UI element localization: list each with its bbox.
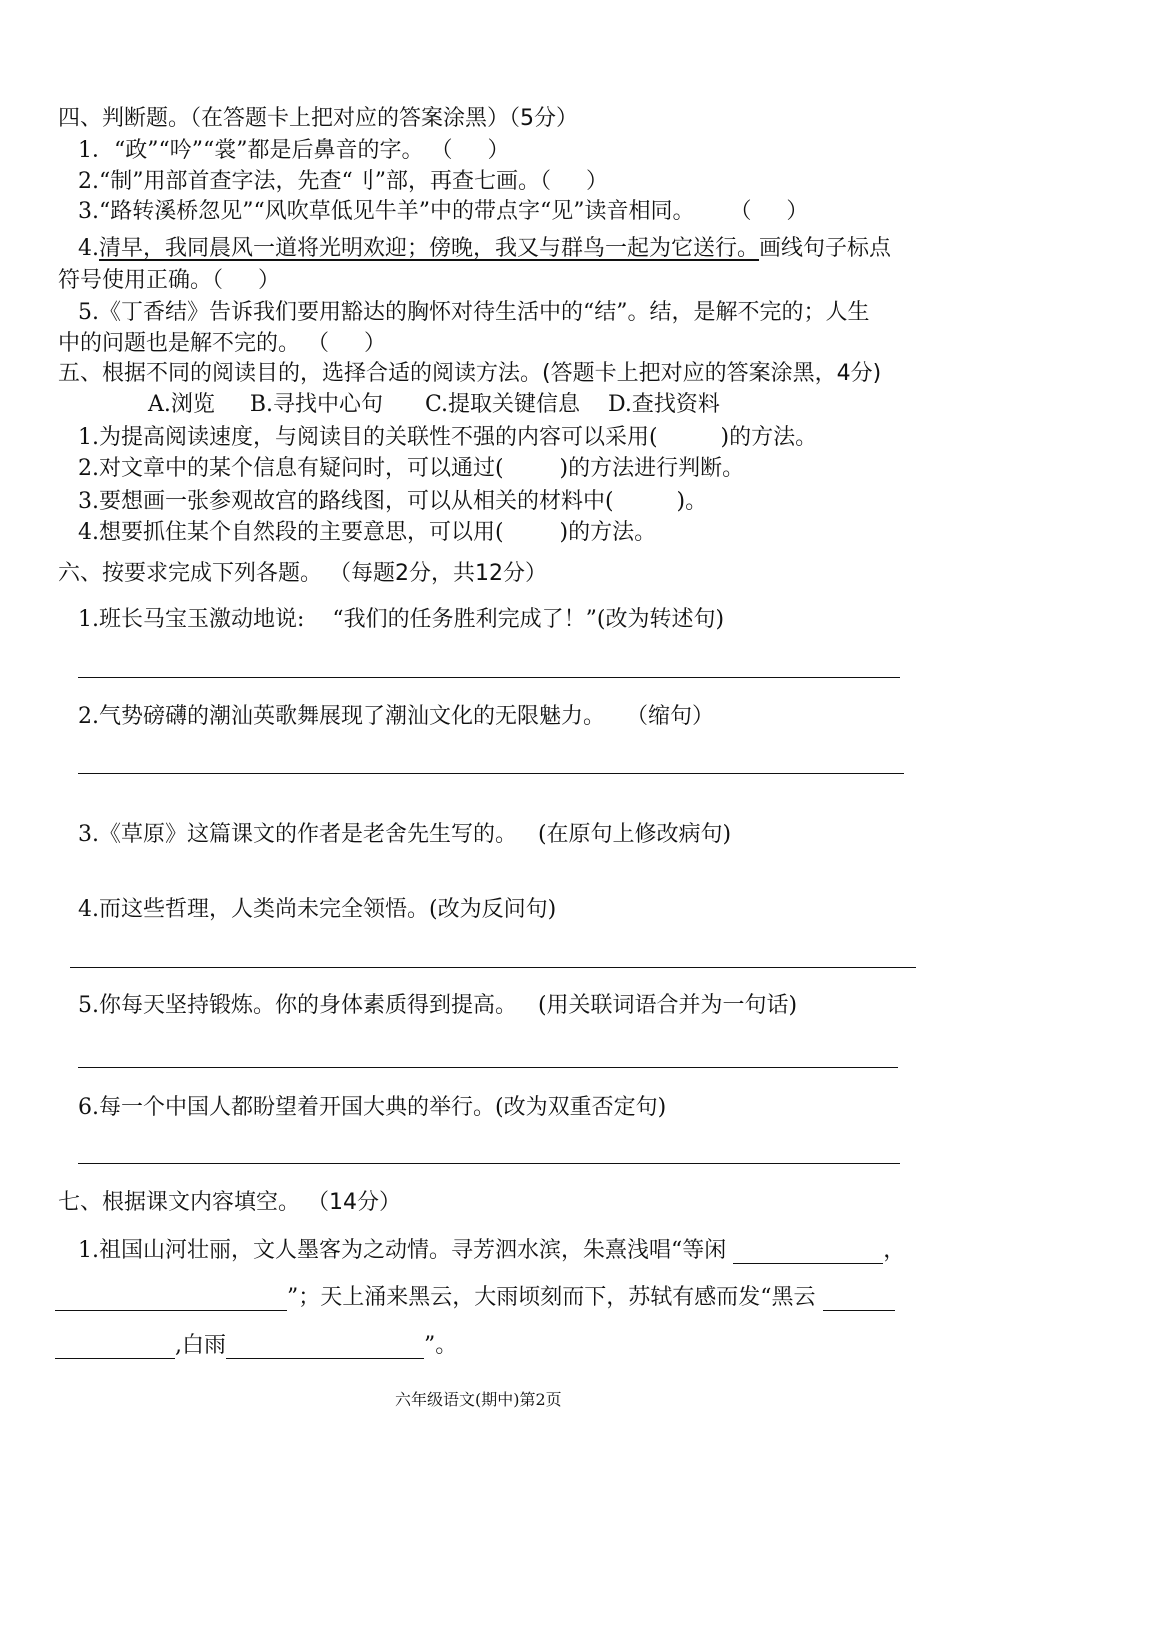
sec4-question-4-line2: 符号使用正确。（ ）: [58, 268, 280, 293]
sec4-question-2: 2.“制”用部首查字法，先查“刂”部，再查七画。（ ）: [78, 169, 608, 194]
sec7-line2-text: ”；天上涌来黑云，大雨顷刻而下，苏轼有感而发“黑云: [287, 1285, 816, 1310]
section-4-title: 四、判断题。（在答题卡上把对应的答案涂黑）（5分）: [58, 106, 578, 131]
sec4-question-1: 1．“政”“吟”“裳”都是后鼻音的字。 （ ）: [78, 138, 510, 163]
fill-blank-4[interactable]: [226, 1336, 424, 1359]
sec7-line3-text: ,白雨: [175, 1333, 226, 1358]
sec5-question-2: 2.对文章中的某个信息有疑问时，可以通过( )的方法进行判断。: [78, 456, 745, 481]
sec7-line1-text: 1.祖国山河壮丽，文人墨客为之动情。寻芳泗水滨，朱熹浅唱“等闲: [78, 1238, 727, 1263]
sec6-question-5: 5.你每天坚持锻炼。你的身体素质得到提高。 (用关联词语合并为一句话): [78, 993, 798, 1018]
sec6-question-1: 1.班长马宝玉激动地说: “我们的任务胜利完成了！”(改为转述句): [78, 607, 725, 632]
sec5-options: A.浏览 B.寻找中心句 C.提取关键信息 D.查找资料: [148, 392, 720, 417]
sec7-line-3: [55, 1333, 457, 1359]
answer-line-2[interactable]: [78, 773, 904, 774]
section-6-title: 六、按要求完成下列各题。 （每题2分，共12分）: [58, 561, 547, 586]
answer-line-5[interactable]: [78, 1067, 898, 1068]
section-5-title: 五、根据不同的阅读目的，选择合适的阅读方法。(答题卡上把对应的答案涂黑，4分): [58, 361, 882, 386]
sec6-question-3: 3.《草原》这篇课文的作者是老舍先生写的。 (在原句上修改病句): [78, 822, 732, 847]
page-footer: 六年级语文(期中)第2页: [395, 1390, 562, 1409]
answer-line-6[interactable]: [78, 1163, 900, 1164]
sec7-line1-end: ，: [883, 1238, 906, 1263]
answer-line-1[interactable]: [78, 677, 900, 678]
sec5-question-3: 3.要想画一张参观故宫的路线图，可以从相关的材料中( )。: [78, 489, 708, 514]
sec5-question-1: 1.为提高阅读速度，与阅读目的关联性不强的内容可以采用( )的方法。: [78, 425, 818, 450]
q4-suffix: 画线句子标点: [759, 236, 892, 261]
sec5-question-4: 4.想要抓住某个自然段的主要意思，可以用( )的方法。: [78, 520, 657, 545]
fill-blank-1[interactable]: [733, 1241, 883, 1264]
fill-blank-2[interactable]: [55, 1288, 287, 1311]
fill-blank-3a[interactable]: [823, 1288, 895, 1311]
sec7-line-2: [55, 1285, 895, 1311]
q4-number: 4.: [78, 236, 99, 261]
sec7-line-1: [78, 1238, 905, 1264]
section-7-title: 七、根据课文内容填空。 （14分）: [58, 1190, 401, 1215]
q4-underlined-sentence: 清早，我同晨风一道将光明欢迎；傍晚，我又与群鸟一起为它送行。: [99, 236, 760, 261]
sec4-question-3: 3.“路转溪桥忽见”“风吹草低见牛羊”中的带点字“见”读音相同。 （ ）: [78, 199, 809, 224]
sec4-question-4-line1: [78, 236, 891, 262]
sec4-question-5-line2: 中的问题也是解不完的。 （ ）: [58, 331, 386, 356]
answer-line-4[interactable]: [70, 967, 916, 968]
sec6-question-6: 6.每一个中国人都盼望着开国大典的举行。(改为双重否定句): [78, 1095, 667, 1120]
sec6-question-4: 4.而这些哲理，人类尚未完全领悟。(改为反问句): [78, 897, 557, 922]
sec7-line3-end: ”。: [424, 1333, 458, 1358]
sec4-question-5-line1: 5.《丁香结》告诉我们要用豁达的胸怀对待生活中的“结”。结，是解不完的；人生: [78, 300, 870, 325]
sec6-question-2: 2.气势磅礴的潮汕英歌舞展现了潮汕文化的无限魅力。 （缩句）: [78, 704, 714, 729]
fill-blank-3b[interactable]: [55, 1336, 175, 1359]
